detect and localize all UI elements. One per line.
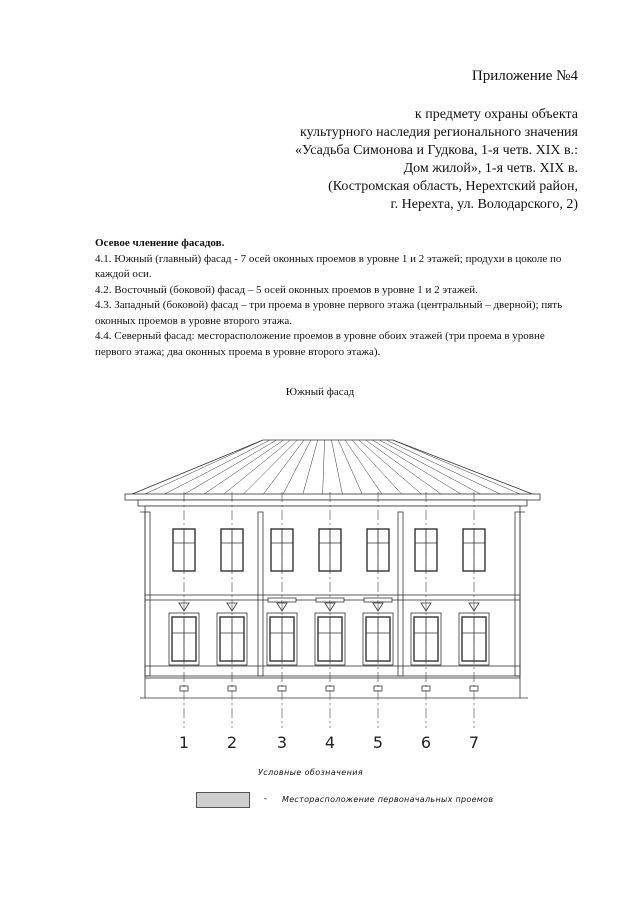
heritage-subject-block (295, 106, 578, 214)
subject-line: г. Нерехта, ул. Володарского, 2) (390, 197, 578, 212)
axis-label-7: 7 (468, 733, 480, 752)
legend-item-label: Месторасположение первоначальных проемов (282, 795, 494, 804)
paragraph: 4.1. Южный (главный) фасад - 7 осей оконных проемов в уровне 1 и 2 этажей; продухи в цоколе по каждой оси. (95, 252, 562, 280)
axis-label-4: 4 (324, 733, 336, 752)
axis-label-6: 6 (420, 733, 432, 752)
paragraph: 4.3. Западный (боковой) фасад – три проема в уровне первого этажа (центральный – дверной); пять оконных проемов в уровне второго этажа. (95, 299, 563, 327)
legend-dash: - (264, 793, 267, 803)
subject-line: «Усадьба Симонова и Гудкова, 1-я четв. XIX в.: (295, 143, 578, 158)
legend-title: Условные обозначения (258, 768, 364, 777)
subject-line: к предмету охраны объекта (414, 107, 578, 122)
facade-building (125, 440, 540, 698)
axis-label-1: 1 (178, 733, 190, 752)
subject-line: Дом жилой», 1-я четв. XIX в. (403, 161, 578, 176)
roof (125, 440, 540, 497)
section-heading: Осевое членение фасадов. (95, 237, 225, 249)
facade-division-section (95, 236, 565, 360)
cornice (125, 494, 540, 500)
facade-caption: Южный фасад (285, 386, 355, 398)
axis-label-5: 5 (372, 733, 384, 752)
axis-label-2: 2 (226, 733, 238, 752)
legend-swatch (196, 792, 250, 808)
subject-line: культурного наследия регионального значения (299, 125, 578, 140)
axis-labels (179, 733, 479, 752)
south-facade-drawing (0, 430, 640, 760)
cornice-lower (138, 500, 527, 506)
appendix-title: Приложение №4 (471, 68, 578, 84)
axis-label-3: 3 (276, 733, 288, 752)
paragraph: 4.2. Восточный (боковой) фасад – 5 осей оконных проемов в уровне 1 и 2 этажей. (95, 283, 478, 296)
paragraph: 4.4. Северный фасад: месторасположение проемов в уровне обоих этажей (три проема в уровне первого этажа; два оконных проема в уровне второго этажа). (95, 330, 545, 358)
subject-line: (Костромская область, Нерехтский район, (328, 179, 578, 194)
